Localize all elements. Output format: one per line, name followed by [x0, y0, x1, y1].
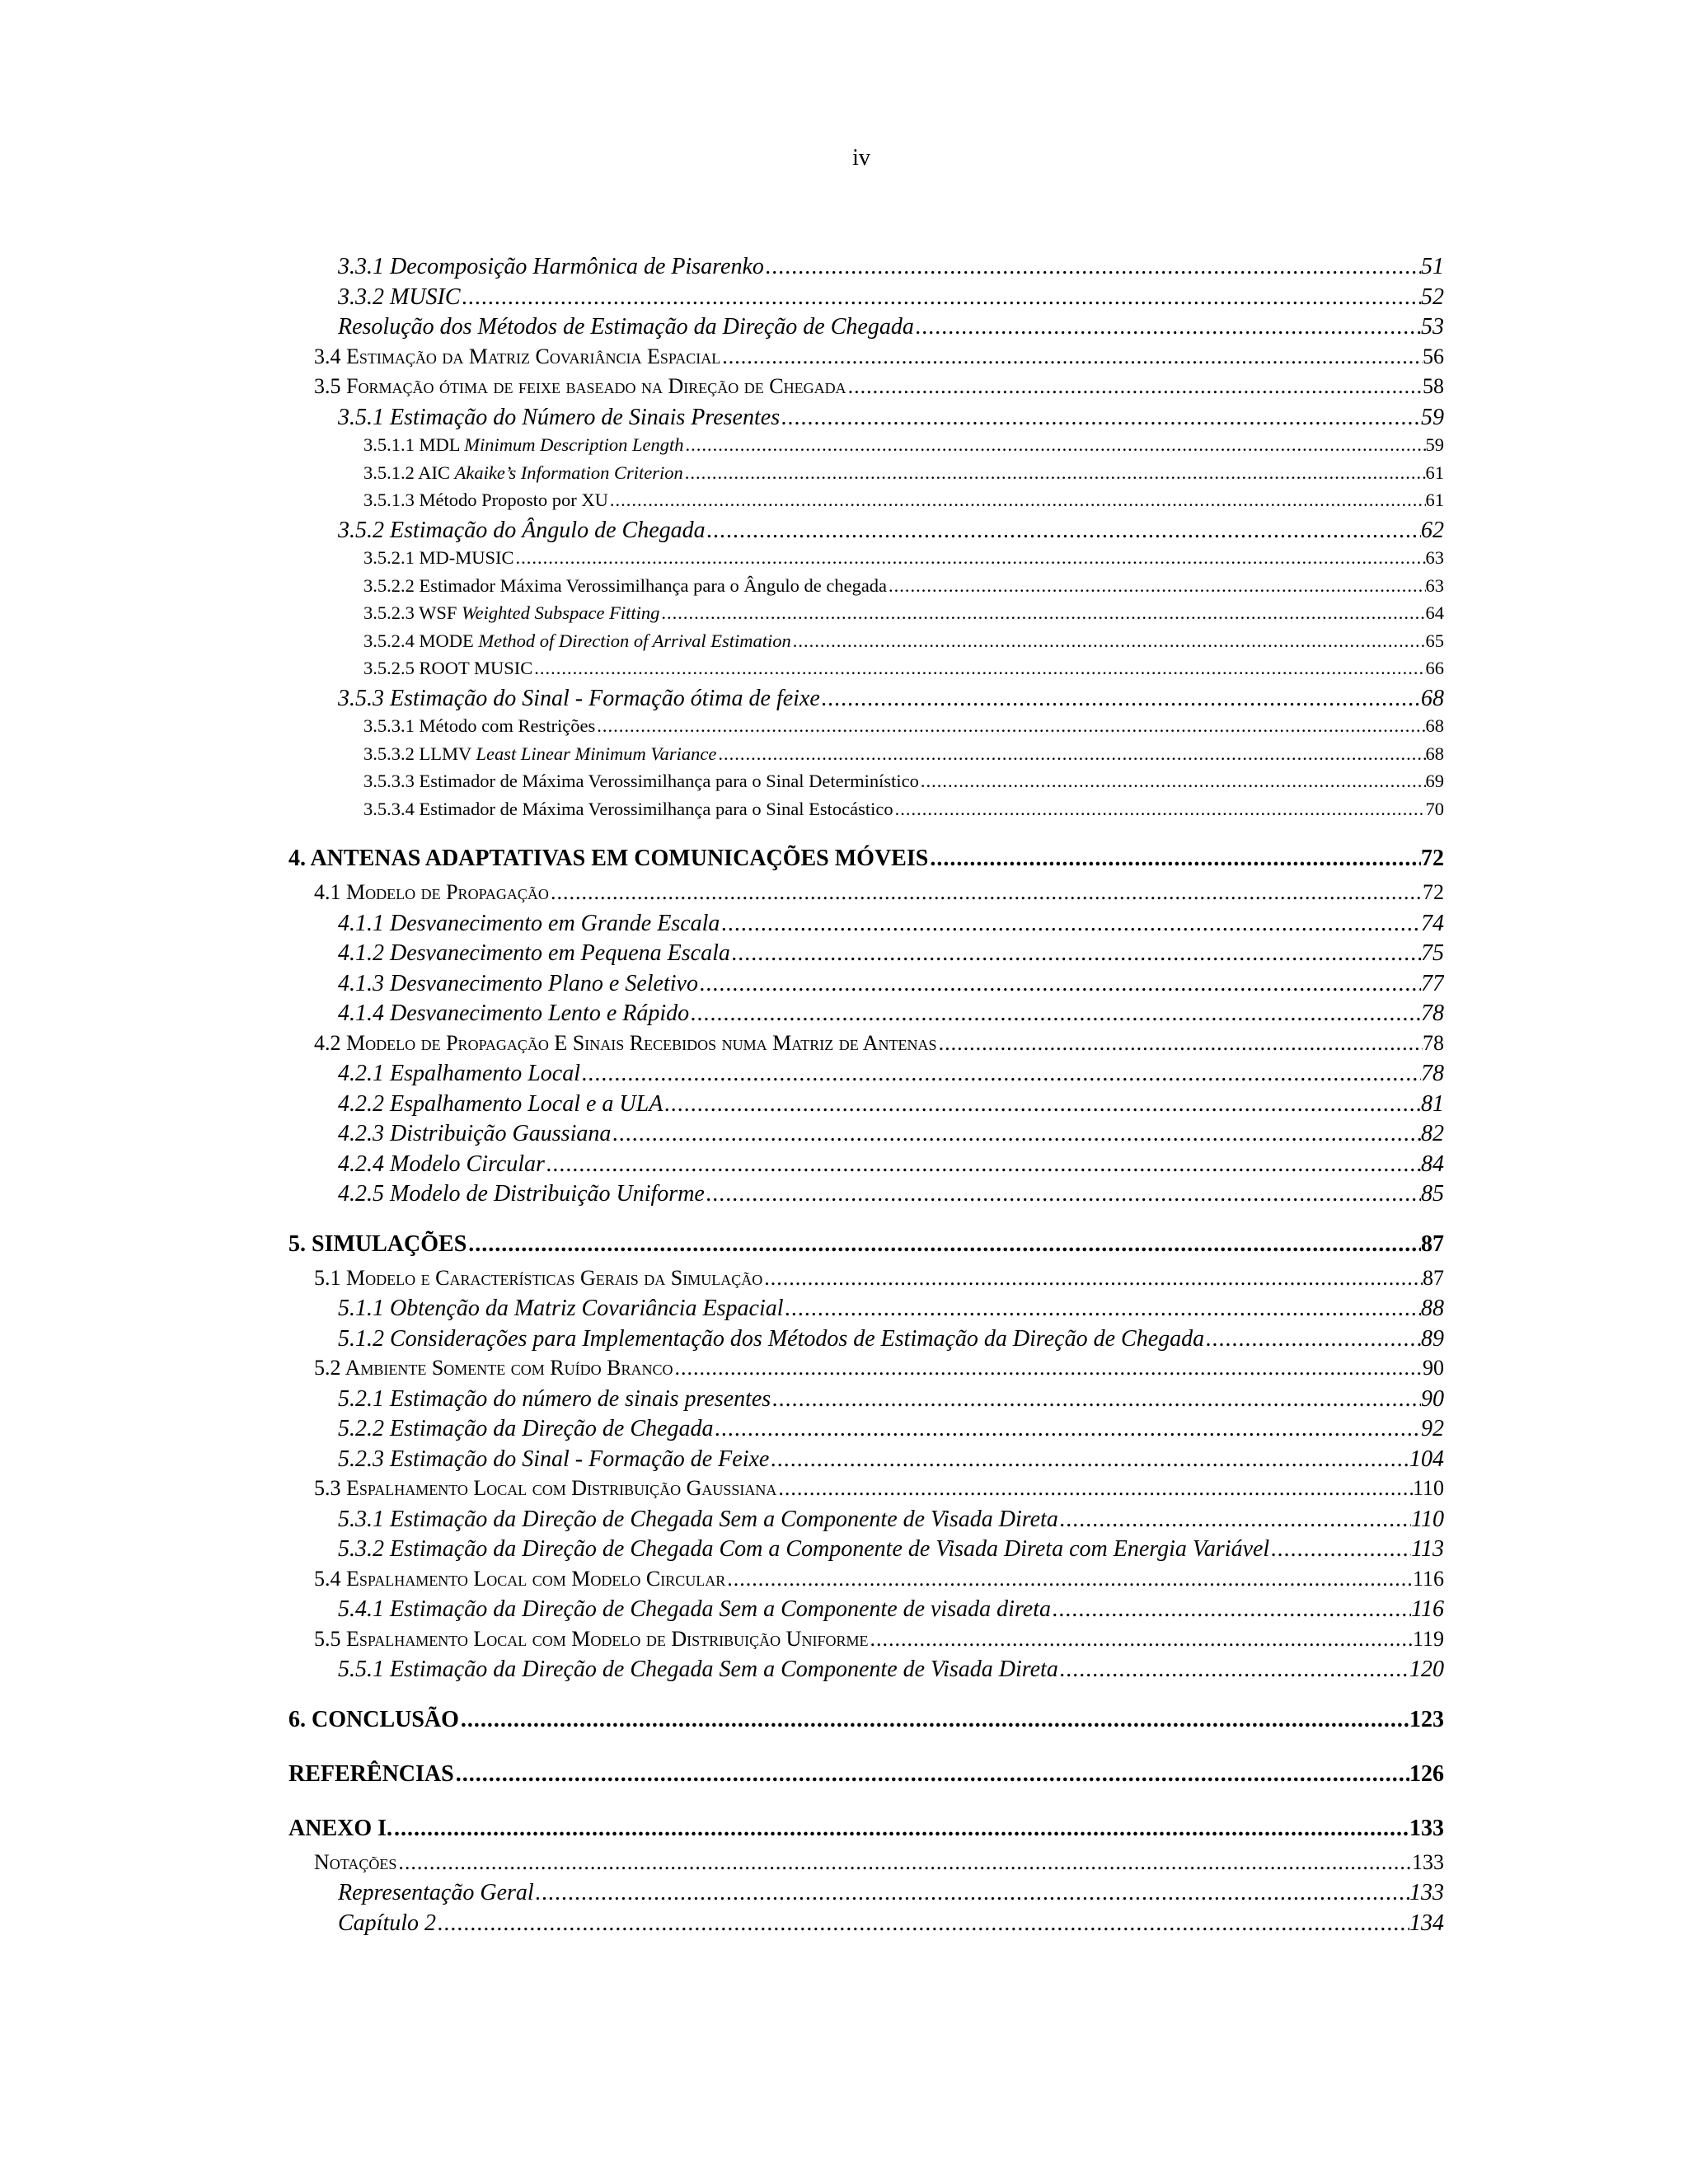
toc-entry	[288, 284, 1444, 315]
toc-entry-page: 61	[1425, 490, 1444, 510]
toc-entry	[288, 1266, 1444, 1296]
toc-entry	[288, 1121, 1444, 1151]
toc-entry-title-text: 3.3.2 MUSIC	[338, 284, 461, 310]
dot-leader	[784, 1296, 1421, 1322]
toc-entry	[288, 836, 1444, 880]
toc-entry-title-text: 4.2.2 Espalhamento Local e a ULA	[338, 1090, 663, 1117]
dot-leader	[534, 1880, 1409, 1906]
dot-leader	[893, 799, 1426, 820]
toc-entry-title	[338, 1121, 611, 1147]
toc-entry-title	[363, 630, 791, 652]
dot-leader	[663, 1091, 1421, 1118]
toc-entry	[288, 314, 1444, 344]
dot-leader	[887, 575, 1425, 597]
toc-entry	[288, 715, 1444, 743]
toc-entry-title-text: 5.3 Espalhamento Local com Distribuição Gaussiana	[314, 1476, 777, 1500]
toc-entry-title-text: 3.5.1.3 Método Proposto por XU	[363, 490, 608, 510]
toc-entry-title-text: 4.2.4 Modelo Circular	[338, 1151, 545, 1177]
toc-entry-title	[338, 314, 914, 340]
dot-leader	[846, 374, 1423, 399]
toc-entry	[288, 1627, 1444, 1657]
toc-entry	[288, 1031, 1444, 1062]
toc-entry	[288, 1296, 1444, 1326]
toc-entry	[288, 1850, 1444, 1881]
dot-leader	[820, 686, 1421, 712]
toc-entry-page: 89	[1421, 1325, 1444, 1352]
dot-leader	[698, 971, 1421, 997]
toc-entry-title-text: 4.1 Modelo de Propagação	[314, 880, 549, 904]
toc-entry	[288, 1476, 1444, 1507]
toc-entry-page: 63	[1425, 574, 1444, 596]
toc-entry-page: 133	[1409, 1815, 1444, 1841]
toc-entry-title-text: 5.4.1 Estimação da Direção de Chegada Sem a Componente de visada direta	[338, 1596, 1052, 1622]
dot-leader	[1269, 1536, 1411, 1563]
toc-entry-title-text: Resolução dos Métodos de Estimação da Direção de Chegada	[338, 314, 914, 340]
toc-entry-page: 104	[1409, 1446, 1444, 1472]
toc-entry-page: 62	[1421, 517, 1444, 543]
toc-entry-title-text: 3.5.2.3 WSF	[363, 602, 462, 623]
dot-leader	[706, 518, 1421, 544]
toc-entry-title-text: 5. SIMULAÇÕES	[288, 1230, 467, 1257]
toc-entry-title-text: 3.5.1.1 MDL	[363, 434, 465, 455]
toc-entry-title-text: 3.5.3.1 Método com Restrições	[363, 715, 596, 736]
toc-entry	[288, 1657, 1444, 1687]
toc-entry-title-text: Representação Geral	[338, 1880, 534, 1905]
toc-entry-page: 64	[1425, 602, 1444, 623]
dot-leader	[659, 602, 1425, 624]
toc-entry-title	[363, 799, 893, 820]
dot-leader	[580, 1061, 1421, 1087]
dot-leader	[720, 344, 1423, 369]
toc-entry-title	[338, 1507, 1058, 1533]
toc-entry-title	[314, 1567, 725, 1591]
toc-entry-title	[314, 880, 549, 905]
toc-entry-page: 65	[1425, 630, 1444, 651]
toc-entry-page: 87	[1423, 1265, 1444, 1290]
dot-leader	[1204, 1326, 1421, 1352]
toc-entry-page: 110	[1411, 1506, 1444, 1532]
toc-entry-title-text: 3.3.1 Decomposição Harmônica de Pisarenko	[338, 254, 764, 279]
dot-leader	[673, 1356, 1423, 1380]
toc-entry-title	[338, 1181, 705, 1207]
toc-entry	[288, 686, 1444, 716]
toc-entry-title-text: 3.5.3 Estimação do Sinal - Formação ótima de feixe	[338, 685, 820, 711]
toc-entry-title-text: Notações	[314, 1849, 397, 1874]
toc-entry-title	[288, 1707, 459, 1741]
toc-entry-title	[338, 940, 730, 967]
toc-entry-title-text: 4.2.5 Modelo de Distribuição Uniforme	[338, 1181, 705, 1207]
toc-entry-title	[338, 1910, 436, 1937]
toc-entry-title	[363, 771, 919, 792]
toc-entry-title-text: 6. CONCLUSÃO	[288, 1706, 459, 1732]
toc-entry-title-text: 5.1 Modelo e Características Gerais da Simulação	[314, 1265, 763, 1290]
toc-entry-title-text: 4.1.4 Desvanecimento Lento e Rápido	[338, 1001, 690, 1026]
toc-entry-title	[363, 434, 684, 456]
toc-entry	[288, 799, 1444, 827]
dot-leader	[919, 771, 1426, 792]
toc-entry-title	[288, 1816, 392, 1850]
toc-entry-title-text: 5.4 Espalhamento Local com Modelo Circular	[314, 1566, 726, 1591]
toc-entry	[288, 1536, 1444, 1567]
toc-entry-page: 51	[1421, 254, 1444, 279]
toc-entry-page: 69	[1425, 771, 1444, 791]
toc-entry-title-italic: Minimum Description Length	[464, 434, 684, 455]
toc-entry	[288, 1697, 1444, 1741]
toc-entry	[288, 1806, 1444, 1850]
toc-entry-title-text: 5.5.1 Estimação da Direção de Chegada Sem a Componente de Visada Direta	[338, 1657, 1058, 1682]
dot-leader	[1051, 1596, 1411, 1623]
dot-leader	[780, 405, 1421, 431]
toc-entry-page: 59	[1425, 434, 1444, 455]
dot-leader	[716, 743, 1425, 765]
toc-entry-title	[338, 1386, 771, 1413]
toc-entry-page: 52	[1421, 284, 1444, 310]
toc-entry-page: 70	[1425, 798, 1444, 819]
toc-entry-page: 61	[1425, 462, 1444, 483]
toc-entry-title-text: 4.1.3 Desvanecimento Plano e Seletivo	[338, 970, 698, 996]
dot-leader	[608, 490, 1426, 511]
toc-entry-title	[338, 1657, 1058, 1683]
toc-entry	[288, 1151, 1444, 1182]
toc-entry-title-text: 3.5.1.2 AIC	[363, 462, 455, 483]
toc-entry	[288, 658, 1444, 686]
dot-leader	[730, 940, 1421, 967]
toc-entry	[288, 1567, 1444, 1597]
toc-entry-title	[338, 1416, 713, 1442]
toc-entry-page: 78	[1423, 1030, 1444, 1055]
toc-entry-page: 82	[1421, 1121, 1444, 1146]
toc-entry-title-text: 5.2 Ambiente Somente com Ruído Branco	[314, 1356, 673, 1380]
toc-entry-title	[338, 1151, 545, 1178]
dot-leader	[1058, 1657, 1409, 1683]
toc-entry	[288, 1091, 1444, 1122]
toc-entry-title-text: 5.2.2 Estimação da Direção de Chegada	[338, 1416, 714, 1441]
toc-entry-title-text: 5.2.3 Estimação do Sinal - Formação de Feixe	[338, 1446, 770, 1472]
toc-entry-page: 63	[1425, 547, 1444, 568]
toc-entry-page: 133	[1409, 1880, 1444, 1905]
toc-entry-title	[338, 686, 820, 712]
toc-entry-title-text: 5.3.1 Estimação da Direção de Chegada Sem a Componente de Visada Direta	[338, 1506, 1058, 1532]
toc-entry-title	[363, 715, 595, 737]
toc-entry-title	[314, 1266, 762, 1291]
toc-entry	[288, 1910, 1444, 1941]
toc-entry	[288, 1880, 1444, 1910]
toc-entry	[288, 880, 1444, 911]
toc-entry-title-text: 4. ANTENAS ADAPTATIVAS EM COMUNICAÇÕES MÓVEIS	[288, 846, 929, 871]
dot-leader	[914, 314, 1421, 340]
dot-leader	[928, 846, 1421, 880]
toc-entry	[288, 1326, 1444, 1357]
toc-entry-page: 74	[1421, 910, 1444, 936]
toc-entry-title	[338, 405, 780, 431]
toc-entry-page: 88	[1421, 1296, 1444, 1321]
dot-leader	[791, 630, 1426, 652]
toc-entry	[288, 1356, 1444, 1386]
toc-entry-page: 119	[1412, 1626, 1444, 1651]
dot-leader	[392, 1816, 1409, 1850]
dot-leader	[720, 911, 1421, 937]
toc-entry-page: 77	[1421, 970, 1444, 996]
toc-entry-title-text: 3.5.3.3 Estimador de Máxima Verossimilhança para o Sinal Determinístico	[363, 771, 919, 791]
toc-entry-title	[314, 1356, 673, 1380]
toc-entry-page: 116	[1411, 1596, 1444, 1622]
dot-leader	[467, 1231, 1421, 1266]
toc-entry-page: 59	[1421, 404, 1444, 430]
dot-leader	[459, 1707, 1409, 1741]
toc-entry-title-text: 4.1.1 Desvanecimento em Grande Escala	[338, 910, 720, 936]
toc-entry-page: 85	[1421, 1181, 1444, 1207]
toc-entry	[288, 1221, 1444, 1266]
toc-entry-title-text: 3.5.2 Estimação do Ângulo de Chegada	[338, 517, 706, 543]
dot-leader	[762, 1266, 1423, 1291]
toc-entry-title	[338, 284, 461, 311]
toc-entry-title-text: 3.5.2.5 ROOT MUSIC	[363, 658, 533, 678]
toc-entry-page: 66	[1425, 658, 1444, 678]
dot-leader	[764, 254, 1421, 280]
toc-entry-page: 110	[1412, 1476, 1444, 1500]
toc-entry-title	[338, 1061, 580, 1087]
toc-entry	[288, 1507, 1444, 1537]
toc-entry	[288, 1751, 1444, 1796]
toc-entry-page: 68	[1425, 743, 1444, 764]
toc-entry-page: 90	[1423, 1356, 1444, 1380]
dot-leader	[713, 1416, 1421, 1442]
toc-entry	[288, 254, 1444, 284]
toc-entry-title	[314, 374, 846, 399]
toc-entry	[288, 344, 1444, 375]
dot-leader	[611, 1121, 1421, 1147]
toc-entry	[288, 547, 1444, 575]
toc-entry-page: 75	[1421, 940, 1444, 966]
toc-entry-title	[338, 1326, 1204, 1352]
toc-entry	[288, 1446, 1444, 1477]
toc-entry-title	[314, 1031, 937, 1056]
dot-leader	[1058, 1507, 1411, 1533]
dot-leader	[436, 1910, 1409, 1937]
toc-entry-title	[338, 911, 720, 937]
toc-entry-title-text: 3.5.2.2 Estimador Máxima Verossimilhança para o Ângulo de chegada	[363, 574, 888, 596]
toc-entry-title	[288, 1231, 467, 1266]
toc-entry-title	[288, 846, 928, 880]
toc-entry	[288, 1416, 1444, 1446]
dot-leader	[461, 284, 1421, 311]
toc-entry-title	[338, 518, 706, 544]
toc-entry	[288, 1061, 1444, 1091]
toc-entry-title	[363, 575, 887, 597]
toc-entry-title-text: 4.2 Modelo de Propagação E Sinais Recebidos numa Matriz de Antenas	[314, 1030, 937, 1055]
toc-entry-title	[338, 1091, 663, 1118]
toc-entry-title	[314, 1476, 776, 1501]
toc-entry-title	[363, 658, 532, 679]
toc-entry	[288, 602, 1444, 630]
toc-entry	[288, 1596, 1444, 1627]
toc-entry-title-text: Capítulo 2	[338, 1910, 437, 1936]
toc-entry-title	[338, 254, 764, 280]
toc-entry	[288, 1001, 1444, 1031]
toc-entry-page: 78	[1421, 1061, 1444, 1086]
toc-entry-title-text: 5.1.1 Obtenção da Matriz Covariância Espacial	[338, 1296, 784, 1321]
toc-entry-title-italic: Least Linear Minimum Variance	[476, 743, 717, 764]
dot-leader	[532, 658, 1425, 679]
toc-entry-page: 68	[1421, 685, 1444, 711]
toc-entry	[288, 1386, 1444, 1417]
toc-entry-title	[338, 1880, 534, 1906]
dot-leader	[725, 1567, 1413, 1591]
dot-leader	[454, 1761, 1409, 1796]
toc-entry	[288, 462, 1444, 490]
toc-entry-page: 116	[1412, 1566, 1444, 1591]
dot-leader	[514, 547, 1426, 569]
dot-leader	[595, 715, 1425, 737]
toc-entry-title-text: 4.2.1 Espalhamento Local	[338, 1061, 580, 1086]
toc-entry	[288, 518, 1444, 548]
toc-entry-title	[363, 490, 608, 511]
toc-entry	[288, 490, 1444, 518]
toc-entry-title-text: 5.1.2 Considerações para Implementação dos Métodos de Estimação da Direção de Chegada	[338, 1325, 1205, 1352]
toc-entry-page: 134	[1409, 1910, 1444, 1936]
toc-entry-title	[314, 1627, 868, 1652]
toc-entry-title-text: ANEXO I.	[288, 1815, 393, 1841]
toc-entry-title	[338, 1446, 769, 1473]
toc-entry-title-text: 4.2.3 Distribuição Gaussiana	[338, 1121, 612, 1146]
toc-entry-page: 90	[1421, 1385, 1444, 1412]
toc-entry-title	[338, 971, 698, 997]
toc-entry-page: 72	[1421, 846, 1444, 871]
toc-entry-page: 81	[1421, 1090, 1444, 1117]
toc-entry	[288, 971, 1444, 1001]
toc-entry-page: 72	[1423, 880, 1444, 904]
toc-entry-title-italic: Akaike’s Information Criterion	[454, 462, 683, 483]
toc-entry-title	[314, 344, 720, 369]
toc-entry-title-italic: Weighted Subspace Fitting	[461, 602, 660, 623]
toc-entry-page: 123	[1409, 1706, 1444, 1732]
toc-entry-title-text: 4.1.2 Desvanecimento em Pequena Escala	[338, 940, 730, 966]
toc-entry-page: 126	[1409, 1760, 1444, 1787]
toc-entry-title-text: 3.5.1 Estimação do Número de Sinais Presentes	[338, 404, 781, 430]
dot-leader	[689, 1001, 1421, 1027]
toc-entry-title-text: 5.2.1 Estimação do número de sinais presentes	[338, 1385, 771, 1412]
toc-entry-title	[338, 1296, 784, 1322]
toc-entry-page: 87	[1421, 1230, 1444, 1257]
toc-entry	[288, 630, 1444, 658]
toc-entry-title-text: 5.5 Espalhamento Local com Modelo de Distribuição Uniforme	[314, 1626, 869, 1651]
toc-entry	[288, 911, 1444, 941]
dot-leader	[776, 1476, 1413, 1501]
toc-entry-page: 113	[1411, 1536, 1444, 1562]
toc-entry-page: 53	[1421, 314, 1444, 340]
dot-leader	[868, 1627, 1412, 1652]
toc-entry-page: 68	[1425, 715, 1444, 736]
toc-entry	[288, 771, 1444, 799]
dot-leader	[769, 1446, 1409, 1473]
toc-entry-title-text: REFERÊNCIAS	[288, 1760, 454, 1787]
toc-entry-title	[363, 743, 716, 765]
table-of-contents	[288, 254, 1444, 1940]
toc-entry	[288, 405, 1444, 435]
page-number: iv	[852, 145, 870, 171]
dot-leader	[683, 462, 1426, 484]
toc-entry-page: 92	[1421, 1416, 1444, 1441]
toc-entry-title	[338, 1596, 1051, 1623]
toc-entry	[288, 374, 1444, 405]
toc-entry-title	[314, 1850, 396, 1875]
toc-entry-page: 78	[1421, 1001, 1444, 1026]
toc-entry-title-italic: Method of Direction of Arrival Estimation	[478, 630, 791, 651]
dot-leader	[705, 1181, 1421, 1207]
toc-entry	[288, 434, 1444, 462]
toc-entry-title-text: 3.5 Formação ótima de feixe baseado na Direção de Chegada	[314, 374, 846, 398]
dot-leader	[549, 880, 1423, 905]
toc-entry-title	[338, 1001, 689, 1027]
toc-entry-page: 120	[1409, 1657, 1444, 1682]
dot-leader	[545, 1151, 1421, 1178]
toc-entry-title	[363, 462, 683, 484]
toc-entry-title-text: 3.5.3.4 Estimador de Máxima Verossimilhança para o Sinal Estocástico	[363, 798, 893, 819]
dot-leader	[771, 1386, 1421, 1413]
toc-entry-title-text: 3.5.2.4 MODE	[363, 630, 479, 651]
toc-entry-title	[363, 547, 514, 569]
dot-leader	[937, 1031, 1423, 1056]
toc-entry-page: 56	[1423, 344, 1444, 368]
toc-entry-title	[338, 1536, 1269, 1563]
toc-entry	[288, 575, 1444, 603]
dot-leader	[684, 434, 1426, 456]
toc-entry-title-text: 3.5.3.2 LLMV	[363, 743, 476, 764]
toc-entry-title	[288, 1761, 454, 1796]
toc-entry	[288, 940, 1444, 971]
toc-entry-title-text: 3.4 Estimação da Matriz Covariância Espacial	[314, 344, 721, 368]
toc-entry-title-text: 5.3.2 Estimação da Direção de Chegada Com a Componente de Visada Direta com Energia Variável	[338, 1536, 1270, 1562]
toc-entry-title	[363, 602, 659, 624]
toc-entry-title-text: 3.5.2.1 MD-MUSIC	[363, 547, 514, 568]
toc-entry-page: 84	[1421, 1151, 1444, 1177]
toc-entry-page: 133	[1412, 1849, 1444, 1874]
toc-entry	[288, 1181, 1444, 1212]
toc-entry	[288, 743, 1444, 771]
dot-leader	[396, 1850, 1412, 1875]
toc-entry-page: 58	[1423, 374, 1444, 398]
